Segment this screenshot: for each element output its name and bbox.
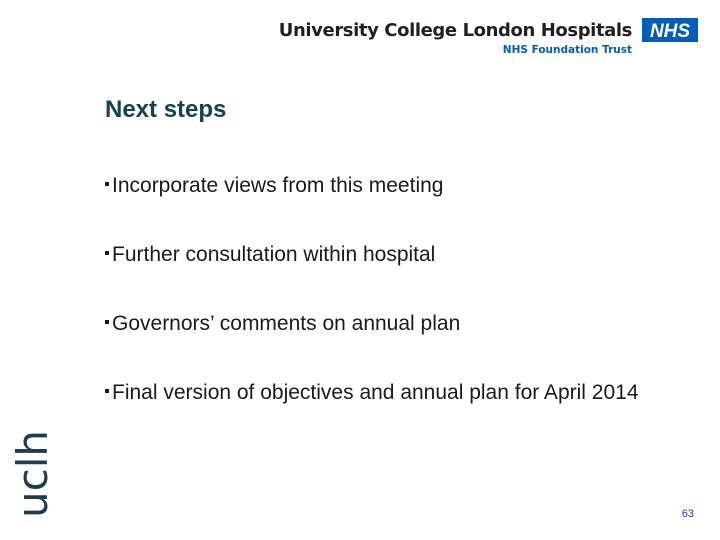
page-number: 63 <box>681 508 694 520</box>
nhs-logo <box>642 18 698 42</box>
bullet-text: Governors’ comments on annual plan <box>112 312 461 335</box>
org-subtitle: NHS Foundation Trust <box>502 44 632 56</box>
uclh-logo <box>8 386 57 520</box>
bullet-square-icon <box>105 251 109 255</box>
bullet-square-icon <box>105 182 109 186</box>
header-logo <box>278 14 698 58</box>
bullet-item <box>105 309 645 338</box>
nhs-logo-text: NHS <box>649 21 691 42</box>
bullet-square-icon <box>105 389 109 393</box>
bullet-text: Incorporate views from this meeting <box>112 174 444 197</box>
bullet-item <box>105 240 645 269</box>
org-name: University College London Hospitals <box>278 20 632 41</box>
bullet-list <box>105 171 645 447</box>
bullet-text: Further consultation within hospital <box>112 243 436 266</box>
uclh-logo-text: uclh <box>8 430 57 518</box>
bullet-item <box>105 378 645 407</box>
bullet-square-icon <box>105 320 109 324</box>
bullet-item <box>105 171 645 200</box>
slide-title: Next steps <box>105 96 227 123</box>
bullet-text: Final version of objectives and annual plan for April 2014 <box>112 381 639 404</box>
